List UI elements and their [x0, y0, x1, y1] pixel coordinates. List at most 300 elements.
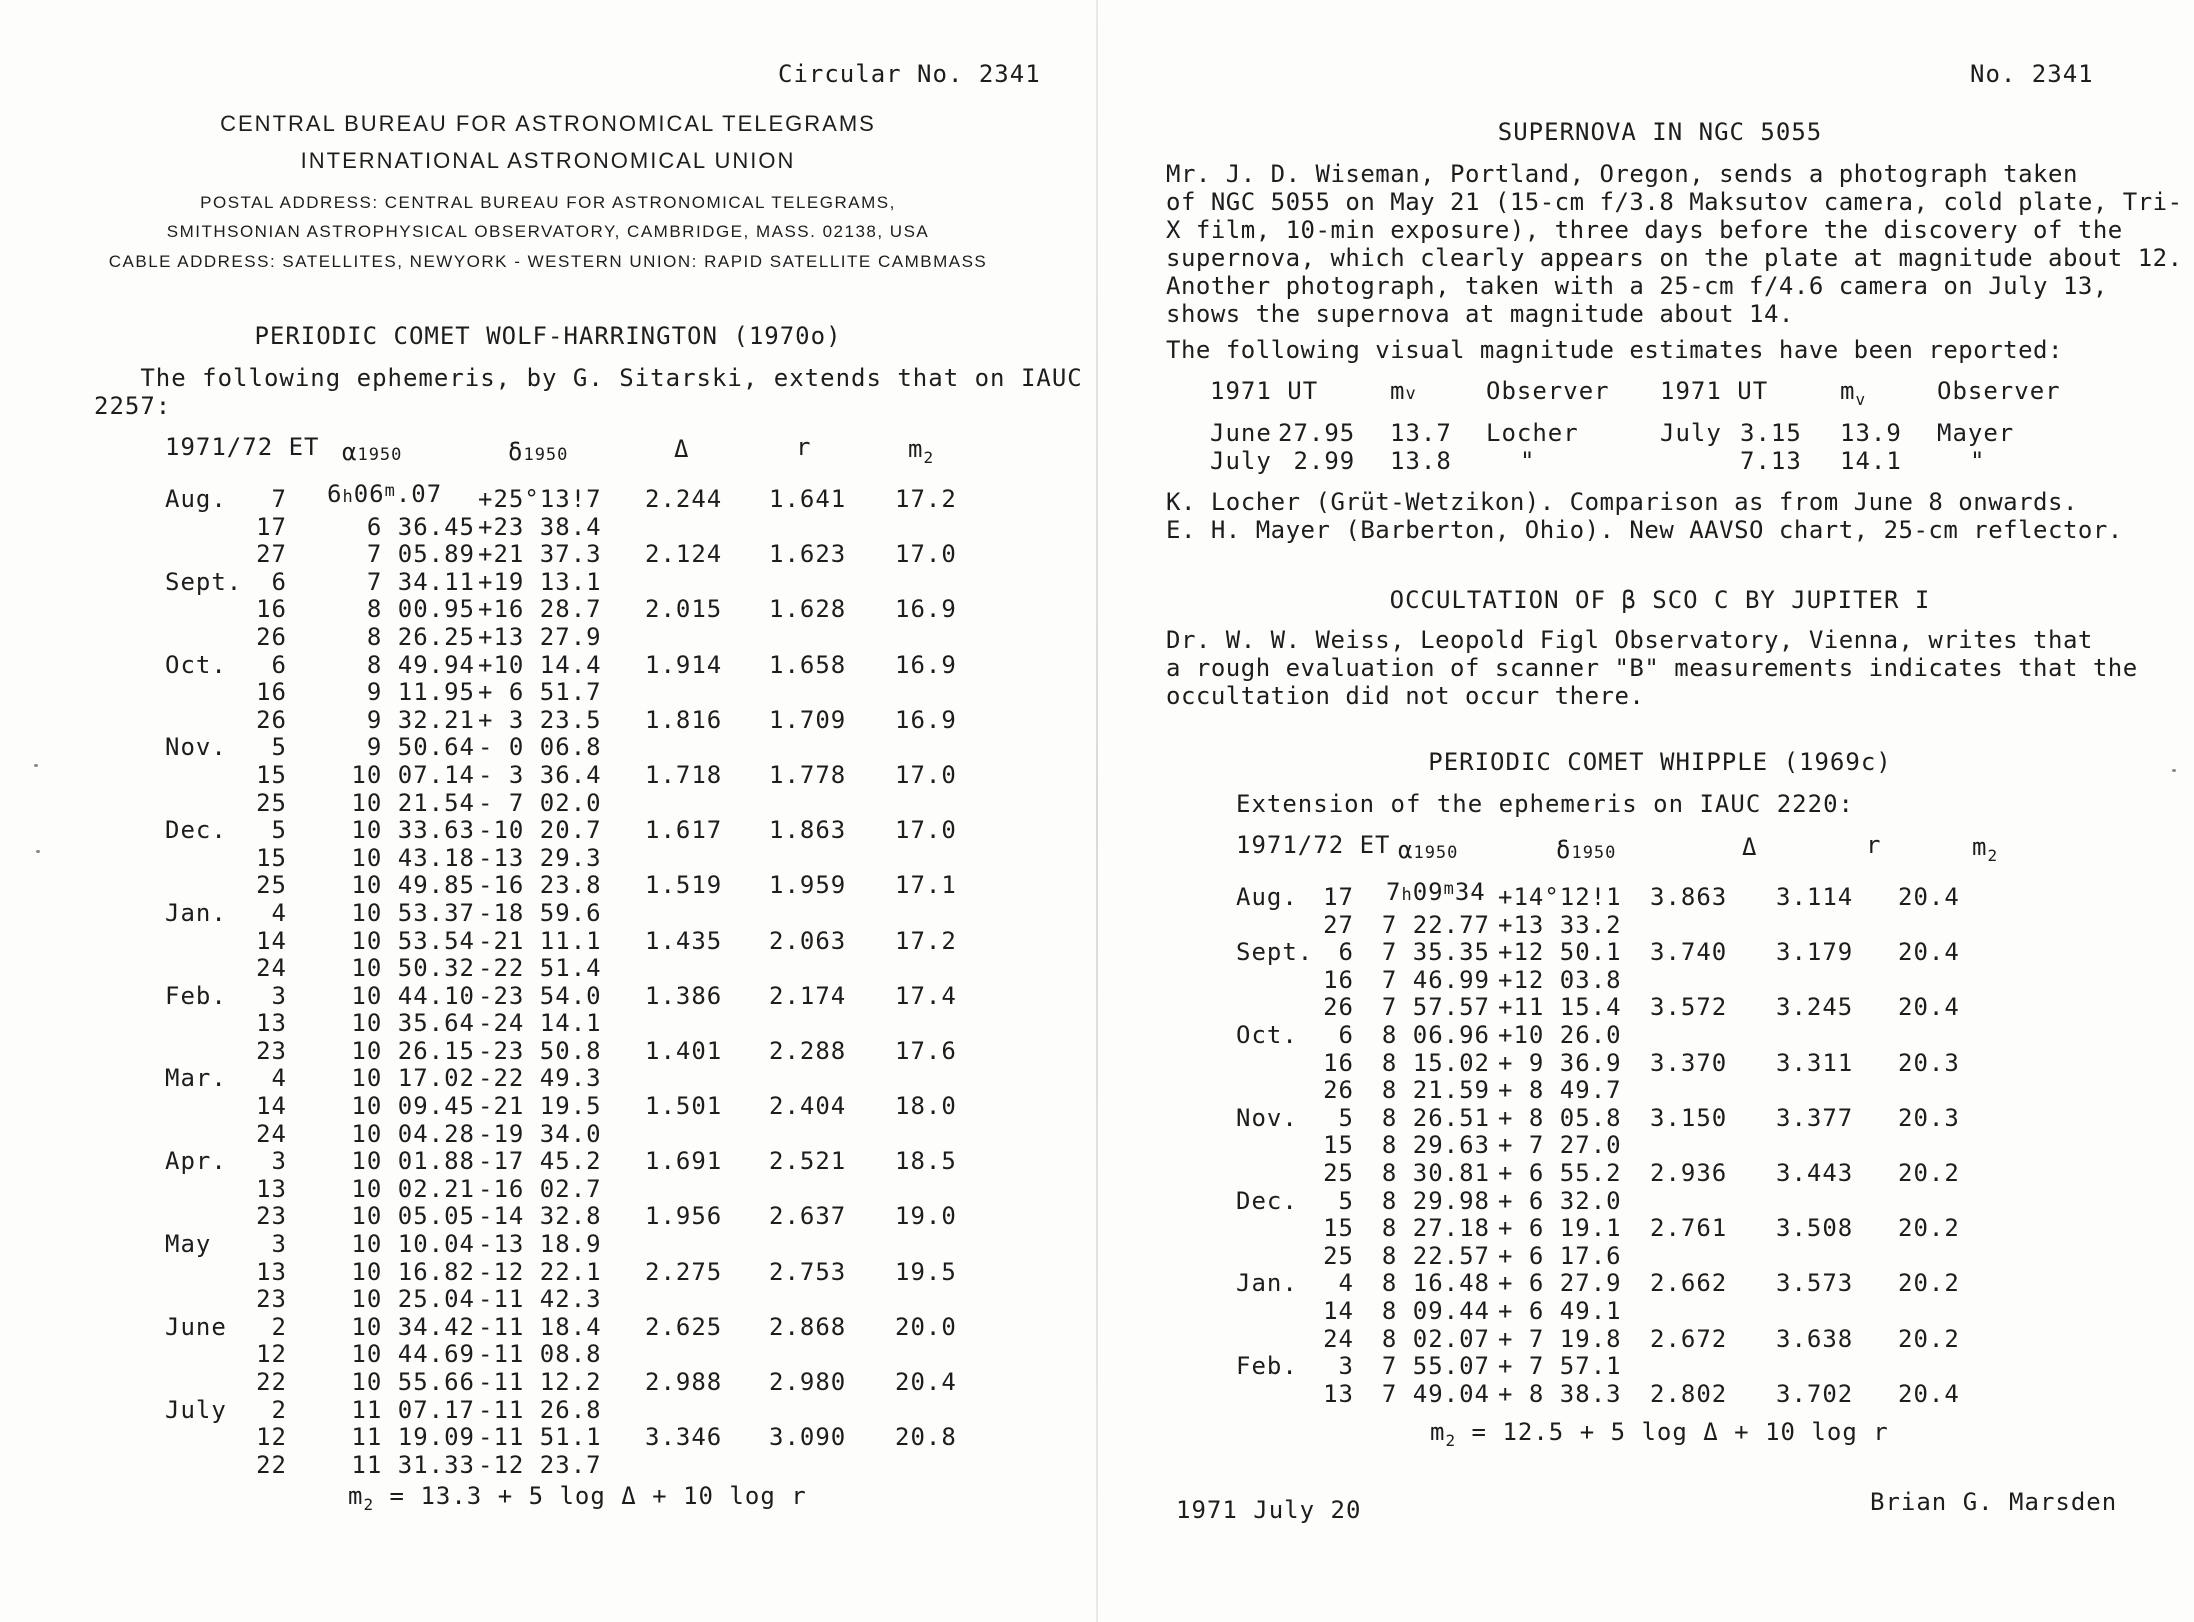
month-cell: July: [1210, 447, 1272, 475]
ra-cell: 7h09$^m$34: [1386, 878, 1486, 906]
whipple-intro: Extension of the ephemeris on IAUC 2220:: [1236, 790, 1854, 818]
dec-cell: + 9 36.9: [1498, 1048, 1622, 1077]
day-cell: 5: [271, 733, 287, 762]
header-ra: α1950: [1398, 836, 1459, 864]
day-cell: 22: [256, 1450, 287, 1479]
day-cell: 4: [271, 898, 287, 927]
ra-cell: 6 36.45: [366, 512, 475, 541]
day-cell: 25: [1323, 1158, 1354, 1187]
r-cell: 2.063: [769, 926, 847, 955]
ra-cell: 10 55.66: [351, 1368, 475, 1396]
distance-cell: 1.914: [645, 650, 723, 679]
dec-cell: +12 50.1: [1498, 938, 1622, 967]
postal-address-line-1: POSTAL ADDRESS: CENTRAL BUREAU FOR ASTRONOMICAL TELEGRAMS,: [200, 193, 896, 212]
r-cell: 3.638: [1776, 1324, 1854, 1353]
month-cell: Feb.: [165, 981, 227, 1010]
table-row: [165, 1010, 985, 1038]
ra-cell: 8 29.63: [1381, 1131, 1490, 1160]
day-cell: 16: [1323, 965, 1354, 994]
table-row: [165, 1397, 985, 1425]
month-cell: June: [165, 1312, 227, 1341]
day-cell: 14: [256, 926, 287, 955]
distance-cell: 2.988: [645, 1368, 723, 1396]
r-cell: 2.521: [769, 1147, 847, 1176]
magnitude-cell: 17.2: [895, 926, 957, 955]
table-row: [1236, 1270, 2056, 1298]
day-cell: 27: [1323, 910, 1354, 939]
right-page: [1100, 0, 2194, 1622]
table-row: [1236, 1326, 2056, 1354]
table-row: [165, 541, 985, 569]
dec-cell: + 7 19.8: [1498, 1324, 1622, 1353]
distance-cell: 1.718: [645, 760, 723, 789]
table-row: [165, 679, 985, 707]
magnitude-cell: 17.0: [895, 816, 957, 845]
dec-cell: +19 13.1: [478, 567, 602, 596]
day-cell: 25: [1323, 1241, 1354, 1270]
section-title-occultation: OCCULTATION OF β SCO C BY JUPITER I: [1389, 586, 1931, 614]
month-cell: July: [165, 1395, 227, 1424]
month-cell: June: [1210, 419, 1272, 447]
dec-cell: -13 18.9: [478, 1230, 602, 1259]
month-cell: Mar.: [165, 1064, 227, 1093]
ra-cell: 8 29.98: [1381, 1186, 1490, 1215]
circular-date: 1971 July 20: [1176, 1496, 1362, 1524]
observer-cell: Locher: [1486, 419, 1579, 447]
ra-cell: 7 22.77: [1381, 910, 1490, 939]
distance-cell: 2.275: [645, 1257, 723, 1286]
ditto-mark: ": [1970, 447, 1986, 475]
dec-cell: + 6 55.2: [1498, 1158, 1622, 1187]
ra-cell: 10 02.21: [351, 1174, 475, 1203]
day-cell: 3: [271, 981, 287, 1010]
day-cell: 14: [256, 1092, 287, 1121]
magnitude-cell: 17.6: [895, 1036, 957, 1065]
ra-cell: 9 32.21: [366, 705, 475, 734]
ra-cell: 8 09.44: [1381, 1296, 1490, 1325]
magnitude-cell: 20.2: [1898, 1158, 1960, 1187]
r-cell: 3.245: [1776, 993, 1854, 1022]
magnitude-cell: 20.4: [1898, 1379, 1960, 1408]
dec-cell: + 6 19.1: [1498, 1214, 1622, 1243]
table-row: [165, 790, 985, 818]
ra-cell: 10 21.54: [351, 788, 475, 817]
dec-cell: -23 54.0: [478, 981, 602, 1010]
header-observer-1: Observer: [1486, 377, 1610, 405]
dec-cell: + 6 17.6: [1498, 1241, 1622, 1270]
magnitude-cell: 20.2: [1898, 1214, 1960, 1243]
table-row: [1236, 994, 2056, 1022]
magnitude-formula: $m_2 = 12.5 + 5$ log Δ + 10 log r: [1430, 1418, 1889, 1450]
header-geocentric-distance: Δ: [1742, 833, 1758, 861]
day-cell: 17: [256, 512, 287, 541]
distance-cell: 2.015: [645, 595, 723, 624]
r-cell: 2.980: [769, 1368, 847, 1396]
ra-cell: 10 16.82: [351, 1257, 475, 1286]
magnitude-cell: 20.0: [895, 1312, 957, 1341]
header-magnitude: $m_2$: [1972, 833, 1999, 865]
intro-line-1: The following ephemeris, by G. Sitarski, extends that on IAUC: [94, 364, 1083, 392]
table-row: [1236, 1105, 2056, 1133]
table-row: [165, 480, 985, 514]
dec-cell: + 6 49.1: [1498, 1296, 1622, 1325]
distance-cell: 2.244: [645, 485, 723, 513]
magnitude-intro: The following visual magnitude estimates have been reported:: [1166, 336, 2063, 364]
dec-cell: + 6 27.9: [1498, 1269, 1622, 1298]
day-cell: 15: [1323, 1131, 1354, 1160]
day-cell: 17: [1323, 883, 1354, 911]
dec-cell: -11 12.2: [478, 1368, 602, 1396]
table-row: [165, 652, 985, 680]
postal-address-line-2: SMITHSONIAN ASTROPHYSICAL OBSERVATORY, CAMBRIDGE, MASS. 02138, USA: [166, 222, 930, 241]
magnitude-cell: 17.0: [895, 760, 957, 789]
dec-cell: + 8 05.8: [1498, 1103, 1622, 1132]
date-cell: 27.95: [1278, 419, 1356, 447]
magnitude-cell: 18.5: [895, 1147, 957, 1176]
day-cell: 16: [256, 678, 287, 707]
dec-cell: -16 23.8: [478, 871, 602, 900]
r-cell: 3.573: [1776, 1269, 1854, 1298]
dec-cell: -21 19.5: [478, 1092, 602, 1121]
magnitude-cell: 20.2: [1898, 1324, 1960, 1353]
month-cell: Dec.: [1236, 1186, 1298, 1215]
ra-cell: 8 26.25: [366, 622, 475, 651]
page-gutter: [1096, 0, 1098, 1622]
distance-cell: 2.936: [1650, 1158, 1728, 1187]
table-row: [165, 1452, 985, 1480]
table-row: [165, 872, 985, 900]
distance-cell: 1.956: [645, 1202, 723, 1231]
day-cell: 13: [256, 1009, 287, 1038]
dec-cell: -11 26.8: [478, 1395, 602, 1424]
header-mv-2: $m_v$: [1840, 377, 1867, 409]
observer-notes: K. Locher (Grüt-Wetzikon). Comparison as from June 8 onwards. E. H. Mayer (Barberton, Ohio). New AAVSO chart, 25-cm reflector.: [1166, 488, 2123, 544]
union-name: INTERNATIONAL ASTRONOMICAL UNION: [300, 148, 796, 173]
table-row: [165, 817, 985, 845]
day-cell: 25: [256, 788, 287, 817]
table-row: [1236, 1160, 2056, 1188]
ditto-mark: ": [1520, 447, 1536, 475]
dec-cell: + 6 32.0: [1498, 1186, 1622, 1215]
dec-cell: -11 08.8: [478, 1340, 602, 1369]
header-heliocentric-distance: r: [1866, 831, 1882, 859]
magnitude-cell: 19.0: [895, 1202, 957, 1231]
signature-name: Brian G. Marsden: [1870, 1488, 2118, 1516]
circular-number: No. 2341: [1970, 60, 2094, 88]
magnitude-cell: 20.8: [895, 1423, 957, 1452]
table-row: [165, 1424, 985, 1452]
ra-cell: 10 35.64: [351, 1009, 475, 1038]
table-row: [1236, 912, 2056, 940]
ra-cell: 7 34.11: [366, 567, 475, 596]
magnitude-cell: 17.4: [895, 981, 957, 1010]
distance-cell: 2.124: [645, 540, 723, 569]
r-cell: 1.628: [769, 595, 847, 624]
header-ut-1: 1971 UT: [1210, 377, 1319, 405]
table-row: [165, 1121, 985, 1149]
month-cell: Sept.: [165, 567, 243, 596]
dec-cell: -11 51.1: [478, 1423, 602, 1452]
table-row: [165, 1038, 985, 1066]
day-cell: 12: [256, 1423, 287, 1452]
dec-cell: -13 29.3: [478, 843, 602, 872]
ra-cell: 10 25.04: [351, 1285, 475, 1314]
dec-cell: +10 14.4: [478, 650, 602, 679]
table-row: [1236, 1132, 2056, 1160]
r-cell: 3.377: [1776, 1103, 1854, 1132]
distance-cell: 1.617: [645, 816, 723, 845]
dec-cell: -19 34.0: [478, 1119, 602, 1148]
day-cell: 12: [256, 1340, 287, 1369]
table-row: [1236, 878, 2056, 912]
ra-cell: 10 50.32: [351, 954, 475, 983]
r-cell: 3.090: [769, 1423, 847, 1452]
table-row: [165, 1369, 985, 1397]
distance-cell: 2.672: [1650, 1324, 1728, 1353]
distance-cell: 3.150: [1650, 1103, 1728, 1132]
table-row: [165, 900, 985, 928]
month-cell: Sept.: [1236, 938, 1314, 967]
day-cell: 6: [1338, 1020, 1354, 1049]
mag-cell: 13.7: [1390, 419, 1452, 447]
ra-cell: 8 22.57: [1381, 1241, 1490, 1270]
distance-cell: 3.370: [1650, 1048, 1728, 1077]
r-cell: 3.311: [1776, 1048, 1854, 1077]
day-cell: 23: [256, 1202, 287, 1231]
mag-cell: 14.1: [1840, 447, 1902, 475]
day-cell: 26: [256, 622, 287, 651]
r-cell: 1.641: [769, 485, 847, 513]
r-cell: 1.709: [769, 705, 847, 734]
dec-cell: -22 49.3: [478, 1064, 602, 1093]
dec-cell: -12 23.7: [478, 1450, 602, 1479]
day-cell: 7: [271, 485, 287, 513]
magnitude-cell: 20.3: [1898, 1048, 1960, 1077]
ephemeris-table-whipple: [1236, 878, 2056, 1408]
ra-cell: 11 31.33: [351, 1450, 475, 1479]
ra-cell: 8 00.95: [366, 595, 475, 624]
dec-cell: -11 42.3: [478, 1285, 602, 1314]
day-cell: 5: [271, 816, 287, 845]
dec-cell: +21 37.3: [478, 540, 602, 569]
table-row: [1236, 1022, 2056, 1050]
day-cell: 3: [271, 1230, 287, 1259]
ra-cell: 7 46.99: [1381, 965, 1490, 994]
ra-cell: 10 53.54: [351, 926, 475, 955]
ra-cell: 8 21.59: [1381, 1076, 1490, 1105]
table-row: [165, 1259, 985, 1287]
ra-cell: 8 26.51: [1381, 1103, 1490, 1132]
month-cell: Dec.: [165, 816, 227, 845]
header-dec: δ1950: [508, 438, 569, 466]
ra-cell: 8 27.18: [1381, 1214, 1490, 1243]
dec-cell: -24 14.1: [478, 1009, 602, 1038]
ra-cell: 8 30.81: [1381, 1158, 1490, 1187]
distance-cell: 2.625: [645, 1312, 723, 1341]
magnitude-formula: $m_2 = 13.3 + 5$ log Δ + 10 log r: [348, 1482, 807, 1514]
table-row: [165, 1148, 985, 1176]
table-row: [165, 624, 985, 652]
ra-cell: 9 11.95: [366, 678, 475, 707]
day-cell: 25: [256, 871, 287, 900]
r-cell: 3.114: [1776, 883, 1854, 911]
r-cell: 1.623: [769, 540, 847, 569]
table-row: [1236, 1215, 2056, 1243]
day-cell: 24: [256, 1119, 287, 1148]
magnitude-cell: 16.9: [895, 705, 957, 734]
magnitude-cell: 18.0: [895, 1092, 957, 1121]
section-title-supernova: SUPERNOVA IN NGC 5055: [1497, 118, 1823, 146]
table-row: [1236, 1243, 2056, 1271]
day-cell: 26: [1323, 993, 1354, 1022]
header-observer-2: Observer: [1937, 377, 2061, 405]
scan-speck: [2172, 769, 2176, 772]
header-et: 1971/72 ET: [1236, 831, 1391, 859]
day-cell: 16: [1323, 1048, 1354, 1077]
magnitude-cell: 19.5: [895, 1257, 957, 1286]
day-cell: 16: [256, 595, 287, 624]
r-cell: 2.174: [769, 981, 847, 1010]
dec-cell: + 6 51.7: [478, 678, 602, 707]
dec-cell: + 8 49.7: [1498, 1076, 1622, 1105]
day-cell: 24: [256, 954, 287, 983]
distance-cell: 1.501: [645, 1092, 723, 1121]
ra-cell: 9 50.64: [366, 733, 475, 762]
day-cell: 14: [1323, 1296, 1354, 1325]
mag-cell: 13.9: [1840, 419, 1902, 447]
day-cell: 15: [256, 760, 287, 789]
dec-cell: - 3 36.4: [478, 760, 602, 789]
dec-cell: -14 32.8: [478, 1202, 602, 1231]
day-cell: 27: [256, 540, 287, 569]
day-cell: 26: [1323, 1076, 1354, 1105]
day-cell: 3: [1338, 1352, 1354, 1381]
date-cell: 2.99: [1278, 447, 1356, 475]
table-row: [1236, 1381, 2056, 1409]
ra-cell: 10 05.05: [351, 1202, 475, 1231]
ra-cell: 10 09.45: [351, 1092, 475, 1121]
distance-cell: 1.401: [645, 1036, 723, 1065]
dec-cell: +12 03.8: [1498, 965, 1622, 994]
dec-cell: - 7 02.0: [478, 788, 602, 817]
day-cell: 6: [1338, 938, 1354, 967]
dec-cell: +13 27.9: [478, 622, 602, 651]
dec-cell: - 0 06.8: [478, 733, 602, 762]
day-cell: 3: [271, 1147, 287, 1176]
table-row: [165, 596, 985, 624]
ra-cell: 7 57.57: [1381, 993, 1490, 1022]
magnitude-cell: 20.4: [895, 1368, 957, 1396]
ra-cell: 10 53.37: [351, 898, 475, 927]
table-row: [165, 762, 985, 790]
month-cell: Oct.: [165, 650, 227, 679]
ra-cell: 10 07.14: [351, 760, 475, 789]
dec-cell: +14°12!1: [1498, 883, 1622, 911]
table-row: [165, 955, 985, 983]
day-cell: 22: [256, 1368, 287, 1396]
dec-cell: +23 38.4: [478, 512, 602, 541]
day-cell: 4: [1338, 1269, 1354, 1298]
r-cell: 3.179: [1776, 938, 1854, 967]
distance-cell: 1.435: [645, 926, 723, 955]
month-cell: Aug.: [1236, 883, 1298, 911]
r-cell: 1.863: [769, 816, 847, 845]
month-cell: Jan.: [165, 898, 227, 927]
ra-cell: 10 44.69: [351, 1340, 475, 1369]
day-cell: 13: [256, 1174, 287, 1203]
table-row: [1236, 1050, 2056, 1078]
r-cell: 1.658: [769, 650, 847, 679]
magnitude-cell: 20.4: [1898, 938, 1960, 967]
magnitude-cell: 17.2: [895, 485, 957, 513]
distance-cell: 2.761: [1650, 1214, 1728, 1243]
table-row: [1236, 1353, 2056, 1381]
r-cell: 3.508: [1776, 1214, 1854, 1243]
table-row: [165, 1176, 985, 1204]
mag-cell: 13.8: [1390, 447, 1452, 475]
ra-cell: 11 07.17: [351, 1395, 475, 1424]
month-cell: Apr.: [165, 1147, 227, 1176]
table-row: [1236, 1188, 2056, 1216]
ephemeris-table-wolf-harrington: [165, 480, 985, 1479]
scan-speck: [36, 850, 40, 853]
dec-cell: +16 28.7: [478, 595, 602, 624]
header-heliocentric-distance: r: [796, 433, 812, 461]
table-row: [1236, 1298, 2056, 1326]
table-row: [165, 845, 985, 873]
ra-cell: 6h06$^m$.07: [327, 480, 443, 508]
intro-line-2: 2257:: [94, 392, 172, 420]
header-ra: α1950: [342, 438, 403, 466]
day-cell: 6: [271, 567, 287, 596]
dec-cell: +13 33.2: [1498, 910, 1622, 939]
r-cell: 2.288: [769, 1036, 847, 1065]
table-row: [165, 1231, 985, 1259]
day-cell: 13: [1323, 1379, 1354, 1408]
ra-cell: 8 49.94: [366, 650, 475, 679]
ra-cell: 10 04.28: [351, 1119, 475, 1148]
magnitude-cell: 16.9: [895, 650, 957, 679]
occultation-paragraph: Dr. W. W. Weiss, Leopold Figl Observatory, Vienna, writes that a rough evaluation of scanner "B" measurements indicates that the occultation did not occur there.: [1166, 626, 2138, 710]
day-cell: 5: [1338, 1186, 1354, 1215]
distance-cell: 1.691: [645, 1147, 723, 1176]
table-row: [165, 514, 985, 542]
r-cell: 2.637: [769, 1202, 847, 1231]
header-geocentric-distance: Δ: [674, 435, 690, 463]
table-row: [165, 707, 985, 735]
table-row: [1236, 1077, 2056, 1105]
dec-cell: -21 11.1: [478, 926, 602, 955]
ra-cell: 7 35.35: [1381, 938, 1490, 967]
dec-cell: + 7 27.0: [1498, 1131, 1622, 1160]
table-row: [1236, 939, 2056, 967]
header-magnitude: $m_2$: [908, 435, 935, 467]
dec-cell: -11 18.4: [478, 1312, 602, 1341]
supernova-paragraph: Mr. J. D. Wiseman, Portland, Oregon, sends a photograph taken of NGC 5055 on May 21 (15-cm f/3.8 Maksutov camera, cold plate, Tri- X film, 10-min exposure), three days before the discovery of the supernova, which clearly appears on the plate at magnitude about 12. Another photograph, taken with a 25-cm f/4.6 camera on July 13, shows the supernova at magnitude about 14.: [1166, 160, 2183, 328]
dec-cell: + 3 23.5: [478, 705, 602, 734]
distance-cell: 2.802: [1650, 1379, 1728, 1408]
ra-cell: 7 05.89: [366, 540, 475, 569]
day-cell: 15: [256, 843, 287, 872]
day-cell: 23: [256, 1036, 287, 1065]
header-mv-1: mv: [1390, 377, 1417, 405]
header-dec: δ1950: [1556, 836, 1617, 864]
r-cell: 1.959: [769, 871, 847, 900]
ra-cell: 10 49.85: [351, 871, 475, 900]
day-cell: 26: [256, 705, 287, 734]
distance-cell: 3.863: [1650, 883, 1728, 911]
magnitude-cell: 16.9: [895, 595, 957, 624]
